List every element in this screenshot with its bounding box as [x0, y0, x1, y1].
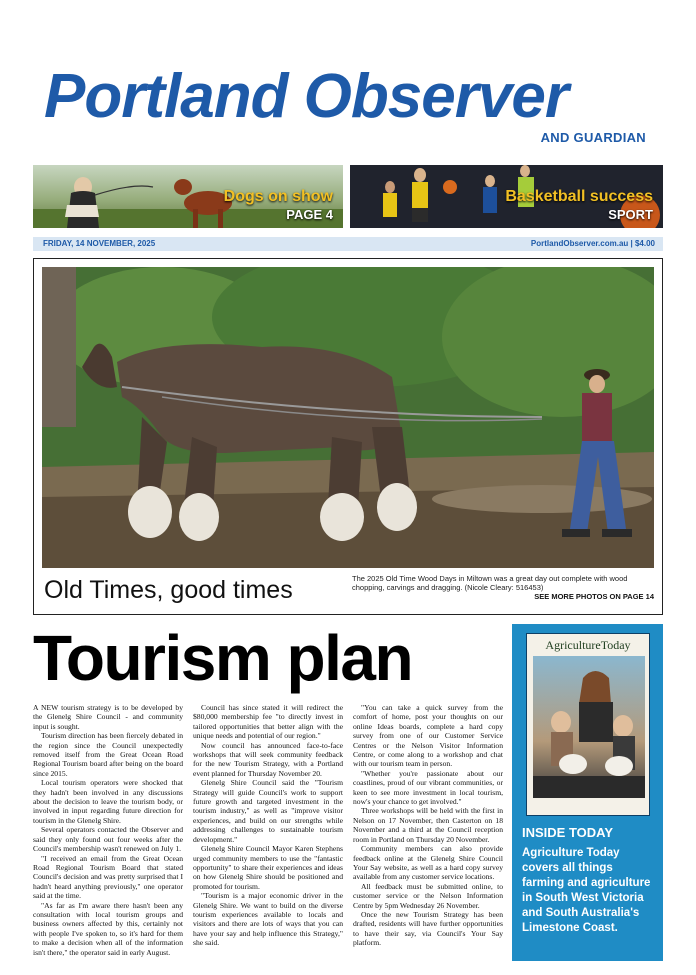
dateline-bar [33, 237, 663, 251]
article-paragraph: A NEW tourism strategy is to be developed by the Glenelg Shire Council - and community input is sought. [33, 703, 183, 731]
website-and-price[interactable]: PortlandObserver.com.au | $4.00 [530, 239, 655, 248]
article-paragraph: "I received an email from the Great Ocean Road Regional Tourism Board that stated Council's decision and was pretty surprised that I hadn't heard anything previously," one operator said at the time. [33, 853, 183, 901]
feature-photo-title: Old Times, good times [44, 576, 293, 604]
masthead [44, 62, 654, 132]
cover-masthead: AgricultureToday [545, 638, 631, 652]
article-paragraph: "Tourism is a major economic driver in the Glenelg Shire. We want to build on the diverse tourism experiences available to locals and visitors and there are lots of ways that you can have your say and help influence this Strategy," she said. [193, 891, 343, 948]
article-paragraph: Tourism direction has been fiercely debated in the region since the Council unexpectedly removed itself from the Great Ocean Road Regional Tourism board after being on the board since 2015. [33, 731, 183, 778]
article-paragraph: All feedback must be submitted online, to customer service or the Nelson Information Centre by 5pm Wednesday 26 November. [353, 881, 503, 910]
teaser-dogs-title: Dogs on show [223, 188, 333, 205]
teaser-basketball-title: Basketball success [505, 188, 653, 205]
teaser-dogs-page: PAGE 4 [286, 207, 333, 222]
promo-description: Agriculture Today covers all things farming and agriculture in South West Victoria and South Australia's Limestone Coast. [522, 847, 651, 934]
article-paragraph: Council has since stated it will redirect the $80,000 membership fee "to directly invest in tailored opportunities that better align with the unique needs and potential of our region." [193, 703, 343, 741]
masthead-title: Portland Observer [44, 62, 568, 131]
more-photos-link[interactable]: SEE MORE PHOTOS ON PAGE 14 [534, 592, 654, 601]
article-paragraph: Community members can also provide feedback online at the Glenelg Shire Council Your Say website, as well as a hard copy survey available from any customer service locations. [353, 844, 503, 882]
article-paragraph: Local tourism operators were shocked that they hadn't been involved in any discussions about the decision to leave the tourism body, or involved in input regarding future direction for tourism in the Glenelg Shire. [33, 778, 183, 825]
feature-photo-block [33, 258, 663, 615]
feature-photo-caption: The 2025 Old Time Wood Days in Miltown was a great day out complete with wood chopping, carvings and dragging. (Nicole Cleary: 516453) [352, 574, 628, 592]
article-paragraph: Glenelg Shire Council Mayor Karen Stephens urged community members to use the "fantastic opportunity" to share their experiences and ideas on how Glenelg Shire should be positioned and promoted for tourism. [193, 844, 343, 891]
teaser-basketball[interactable] [350, 165, 663, 228]
article-paragraph: Three workshops will be held with the first in Nelson on 17 November, then Casterton on 18 November and a third at the Council reception room in Portland on Thursday 20 November. [353, 806, 503, 844]
teaser-basketball-section: SPORT [608, 207, 653, 222]
cover-photo [533, 656, 645, 798]
agriculture-today-promo[interactable] [512, 624, 663, 961]
masthead-subtitle: AND GUARDIAN [540, 130, 646, 145]
article-paragraph: Once the new Tourism Strategy has been drafted, residents will have further opportunities to have their say, via Council's Your Say platform. [353, 909, 503, 948]
article-body [33, 703, 503, 968]
article-paragraph: Glenelg Shire Council said the "Tourism Strategy will guide Council's work to support future growth and targeted investment in the tourism industry," as well as "improve visitor experiences, and build on our strengths while addressing challenges to sustainable tourism development." [193, 778, 343, 844]
farm-family-photo [533, 656, 645, 798]
horse-logging-photo [42, 267, 654, 568]
agriculture-today-cover [526, 633, 650, 816]
feature-photo [42, 267, 654, 568]
article-headline: Tourism plan [33, 622, 413, 694]
issue-date: FRIDAY, 14 NOVEMBER, 2025 [43, 239, 156, 248]
article-paragraph: "You can take a quick survey from the comfort of home, post your thoughts on our online Ideas boards, complete a hard copy survey from one of our Customer Service Centres or the Nelson Visitor Information Centre, or come along to a workshop and chat with our tourism team in person. [353, 703, 503, 769]
article-paragraph: Several operators contacted the Observer and said they only found out four weeks after the Council's membership wasn't renewed on July 1. [33, 825, 183, 854]
teaser-dogs[interactable] [33, 165, 343, 228]
article-paragraph: Now council has announced face-to-face workshops that will seek community feedback for the new Tourism Strategy, with a Portland event planned for Thursday November 20. [193, 740, 343, 778]
article-paragraph: "As far as I'm aware there hasn't been any consultation with local tourism groups and business owners affected by this, certainly not with people I've spoken to, so it's hard for them to make a decision when all of the information isn't there," the operator said in early August. [33, 900, 183, 957]
article-paragraph: "Whether you're passionate about our coastlines, proud of our vibrant communities, or keen to see more investment in local tourism, now's your chance to get involved." [353, 768, 503, 807]
promo-heading: INSIDE TODAY [522, 825, 614, 840]
